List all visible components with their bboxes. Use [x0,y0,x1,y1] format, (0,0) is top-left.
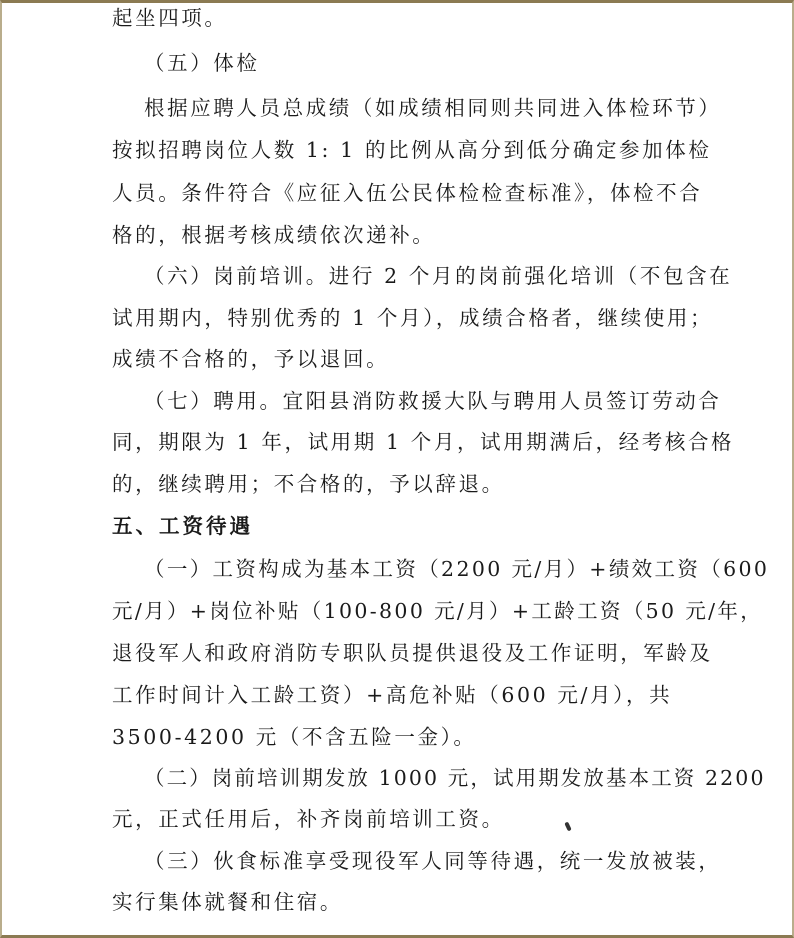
text-line: 同，期限为 1 年，试用期 1 个月，试用期满后，经考核合格 [112,430,735,454]
text-line: （三）伙食标准享受现役军人同等待遇，统一发放被装， [144,849,722,873]
text-line: 按拟招聘岗位人数 1: 1 的比例从高分到低分确定参加体检 [112,138,712,162]
text-line: 人员。条件符合《应征入伍公民体检检查标准》，体检不合 [112,181,703,205]
text-line: 根据应聘人员总成绩（如成绩相同则共同进入体检环节） [144,96,722,120]
text-line: 格的，根据考核成绩依次递补。 [112,223,436,247]
section-subheading: （五）体检 [144,51,260,75]
text-line: 元/月）+岗位补贴（100-800 元/月）+工龄工资（50 元/年， [112,599,764,623]
text-line: 起坐四项。 [112,6,228,30]
text-line: 3500-4200 元（不含五险一金）。 [112,725,477,749]
section-heading: 五、工资待遇 [112,514,253,538]
text-line: （一）工资构成为基本工资（2200 元/月）+绩效工资（600 [144,557,770,581]
text-line: （六）岗前培训。进行 2 个月的岗前强化培训（不包含在 [144,264,733,288]
text-line: 的，继续聘用；不合格的，予以辞退。 [112,472,505,496]
text-line: 工作时间计入工龄工资）+高危补贴（600 元/月），共 [112,683,673,707]
ink-speck [564,822,571,832]
text-line: （七）聘用。宜阳县消防救援大队与聘用人员签订劳动合 [144,389,722,413]
text-line: 元，正式任用后，补齐岗前培训工资。 [112,807,505,831]
text-line: 成绩不合格的，予以退回。 [112,347,390,371]
text-line: 退役军人和政府消防专职队员提供退役及工作证明，军龄及 [112,641,713,665]
text-line: （二）岗前培训期发放 1000 元，试用期发放基本工资 2200 [144,766,766,790]
text-line: 试用期内，特别优秀的 1 个月），成绩合格者，继续使用； [112,306,714,330]
text-line: 实行集体就餐和住宿。 [112,890,343,914]
